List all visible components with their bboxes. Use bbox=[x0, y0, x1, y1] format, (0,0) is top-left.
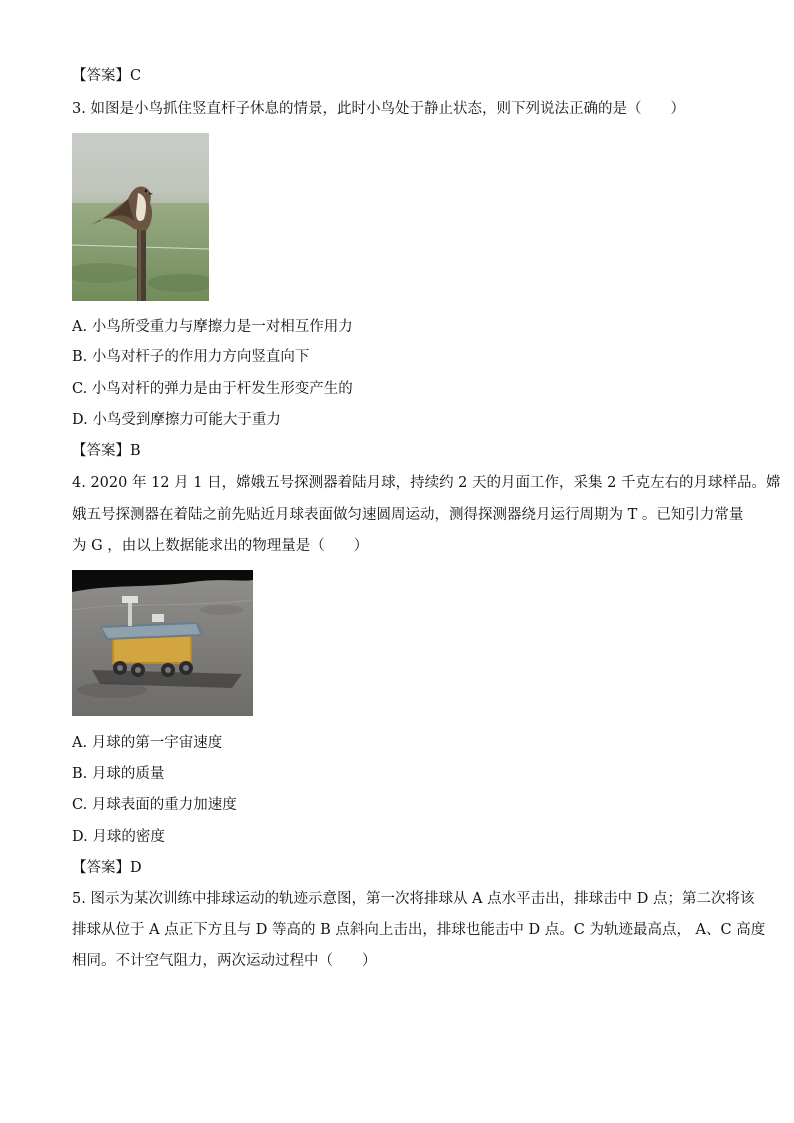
lunar-rover-image bbox=[72, 570, 253, 716]
bird-on-pole-image bbox=[72, 133, 209, 301]
answer-value: C bbox=[130, 68, 142, 84]
question-4-line-3: 为 G ，由以上数据能求出的物理量是（ ） bbox=[72, 538, 369, 554]
q3-answer-line bbox=[72, 441, 141, 461]
answer-line-prev bbox=[72, 66, 141, 86]
q3-option-b: B. 小鸟对杆子的作用力方向竖直向下 bbox=[72, 349, 310, 365]
q4-option-a: A. 月球的第一宇宙速度 bbox=[72, 735, 223, 751]
answer-label: 【答案】 bbox=[72, 68, 130, 84]
q3-option-c: C. 小鸟对杆的弹力是由于杆发生形变产生的 bbox=[72, 381, 353, 397]
answer-value: B bbox=[130, 443, 141, 459]
q4-answer-line bbox=[72, 858, 142, 878]
question-5-line-3: 相同。不计空气阻力，两次运动过程中（ ） bbox=[72, 953, 377, 969]
answer-value: D bbox=[130, 860, 142, 876]
q4-option-b: B. 月球的质量 bbox=[72, 766, 165, 782]
q3-option-a: A. 小鸟所受重力与摩擦力是一对相互作用力 bbox=[72, 319, 353, 335]
question-5-line-2: 排球从位于 A 点正下方且与 D 等高的 B 点斜向上击出，排球也能击中 D 点。C 为轨迹最高点， A、C 高度 bbox=[72, 922, 766, 938]
question-4-line-1: 4. 2020 年 12 月 1 日，嫦娥五号探测器着陆月球，持续约 2 天的月面工作，采集 2 千克左右的月球样品。嫦 bbox=[72, 475, 781, 491]
question-3-text: 3. 如图是小鸟抓住竖直杆子休息的情景，此时小鸟处于静止状态，则下列说法正确的是（ ） bbox=[72, 101, 685, 117]
answer-label: 【答案】 bbox=[72, 860, 130, 876]
question-5-line-1: 5. 图示为某次训练中排球运动的轨迹示意图，第一次将排球从 A 点水平击出，排球击中 D 点；第二次将该 bbox=[72, 891, 755, 907]
q3-option-d: D. 小鸟受到摩擦力可能大于重力 bbox=[72, 412, 281, 428]
question-4-line-2: 娥五号探测器在着陆之前先贴近月球表面做匀速圆周运动，测得探测器绕月运行周期为 T 。已知引力常量 bbox=[72, 507, 744, 523]
answer-label: 【答案】 bbox=[72, 443, 130, 459]
q4-option-d: D. 月球的密度 bbox=[72, 829, 165, 845]
q4-option-c: C. 月球表面的重力加速度 bbox=[72, 797, 237, 813]
